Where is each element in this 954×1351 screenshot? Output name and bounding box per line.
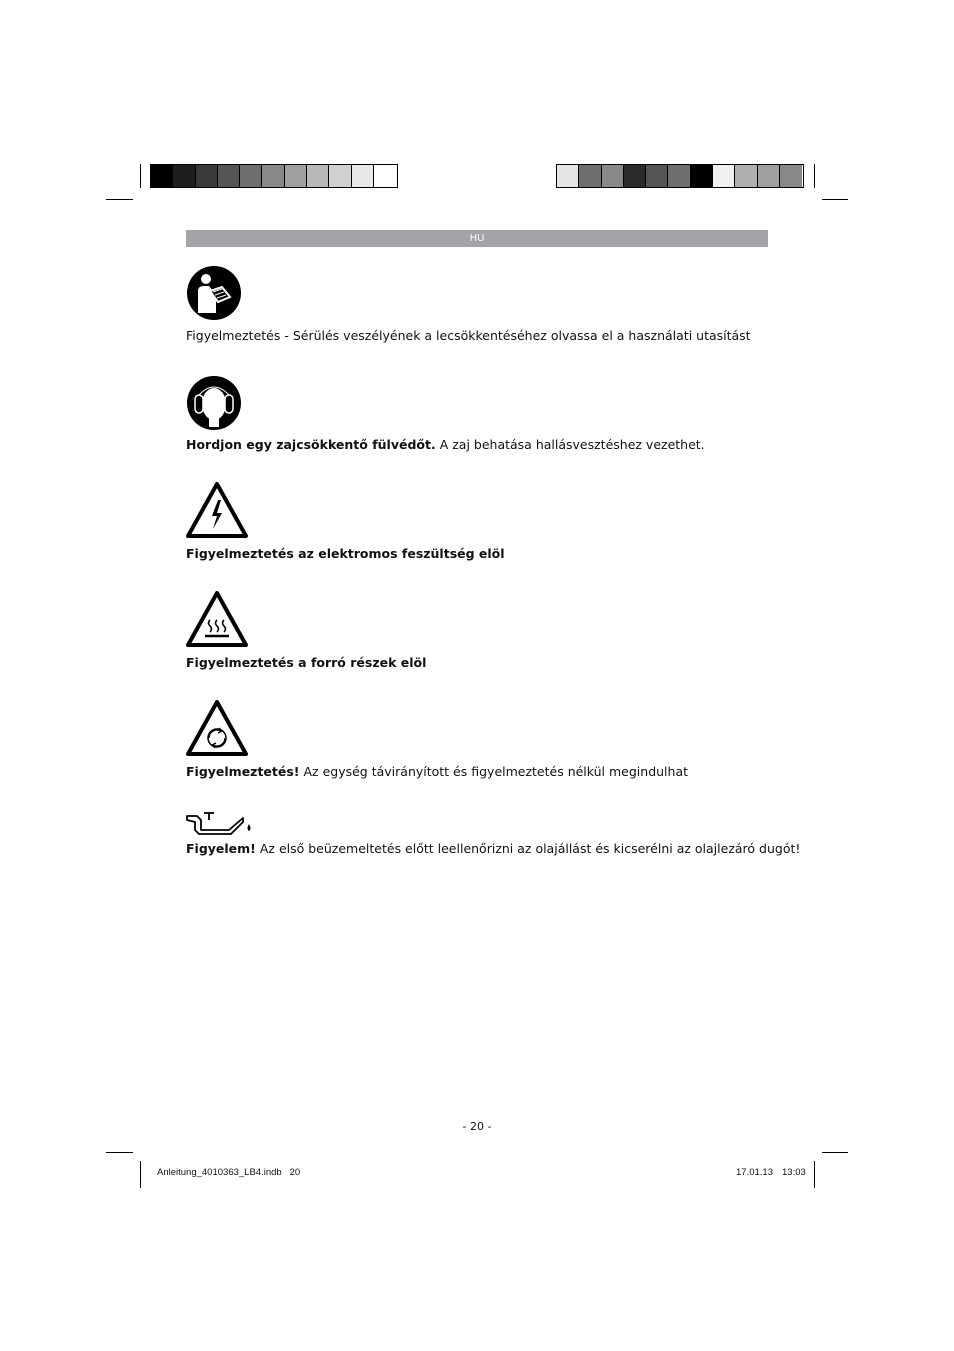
crop-mark — [822, 1152, 848, 1153]
automatic-start-icon — [185, 699, 249, 757]
color-swatch — [602, 165, 624, 187]
color-swatch — [285, 165, 307, 187]
color-swatch — [758, 165, 780, 187]
hot-surface-icon — [185, 590, 249, 648]
electric-hazard-icon — [185, 481, 249, 539]
oil-can-icon — [185, 810, 255, 836]
caption-oil-can: Figyelem! Az első beüzemeltetés előtt leellenőrizni az olajállást és kicserélni az olajlezáró dugót! — [186, 841, 801, 856]
color-swatch — [780, 165, 802, 187]
caption-read-manual: Figyelmeztetés - Sérülés veszélyének a lecsökkentéséhez olvassa el a használati utasítást — [186, 328, 751, 343]
color-swatch — [374, 165, 396, 187]
caption-ear-protection: Hordjon egy zajcsökkentő fülvédőt. A zaj behatása hallásvesztéshez vezethet. — [186, 437, 705, 452]
color-swatch — [307, 165, 329, 187]
crop-mark — [106, 199, 133, 200]
color-swatch — [735, 165, 757, 187]
color-calibration-bar-right — [556, 164, 804, 188]
crop-mark — [140, 164, 141, 188]
ear-protection-icon — [186, 375, 242, 431]
caption-automatic-start: Figyelmeztetés! Az egység távirányított és figyelmeztetés nélkül megindulhat — [186, 764, 689, 779]
color-swatch — [173, 165, 195, 187]
color-swatch — [151, 165, 173, 187]
color-swatch — [713, 165, 735, 187]
read-manual-icon — [186, 265, 242, 321]
color-swatch — [624, 165, 646, 187]
print-time: 13:03 — [782, 1167, 806, 1178]
color-swatch — [240, 165, 262, 187]
caption-hot-surface: Figyelmeztetés a forró részek elöl — [186, 655, 427, 670]
color-swatch — [196, 165, 218, 187]
color-swatch — [691, 165, 713, 187]
crop-mark — [814, 1161, 815, 1188]
color-swatch — [352, 165, 374, 187]
crop-mark — [814, 164, 815, 188]
file-name: Anleitung_4010363_LB4.indb 20 — [157, 1167, 301, 1178]
color-swatch — [646, 165, 668, 187]
print-date: 17.01.13 — [736, 1167, 773, 1178]
caption-electric-hazard: Figyelmeztetés az elektromos feszültség elöl — [186, 546, 505, 561]
color-calibration-bar-left — [150, 164, 398, 188]
language-header: HU — [186, 230, 768, 247]
color-swatch — [329, 165, 351, 187]
color-swatch — [579, 165, 601, 187]
page-number: - 20 - — [462, 1120, 492, 1133]
color-swatch — [218, 165, 240, 187]
crop-mark — [822, 199, 848, 200]
color-swatch — [262, 165, 284, 187]
crop-mark — [140, 1161, 141, 1188]
crop-mark — [106, 1152, 133, 1153]
color-swatch — [668, 165, 690, 187]
color-swatch — [557, 165, 579, 187]
